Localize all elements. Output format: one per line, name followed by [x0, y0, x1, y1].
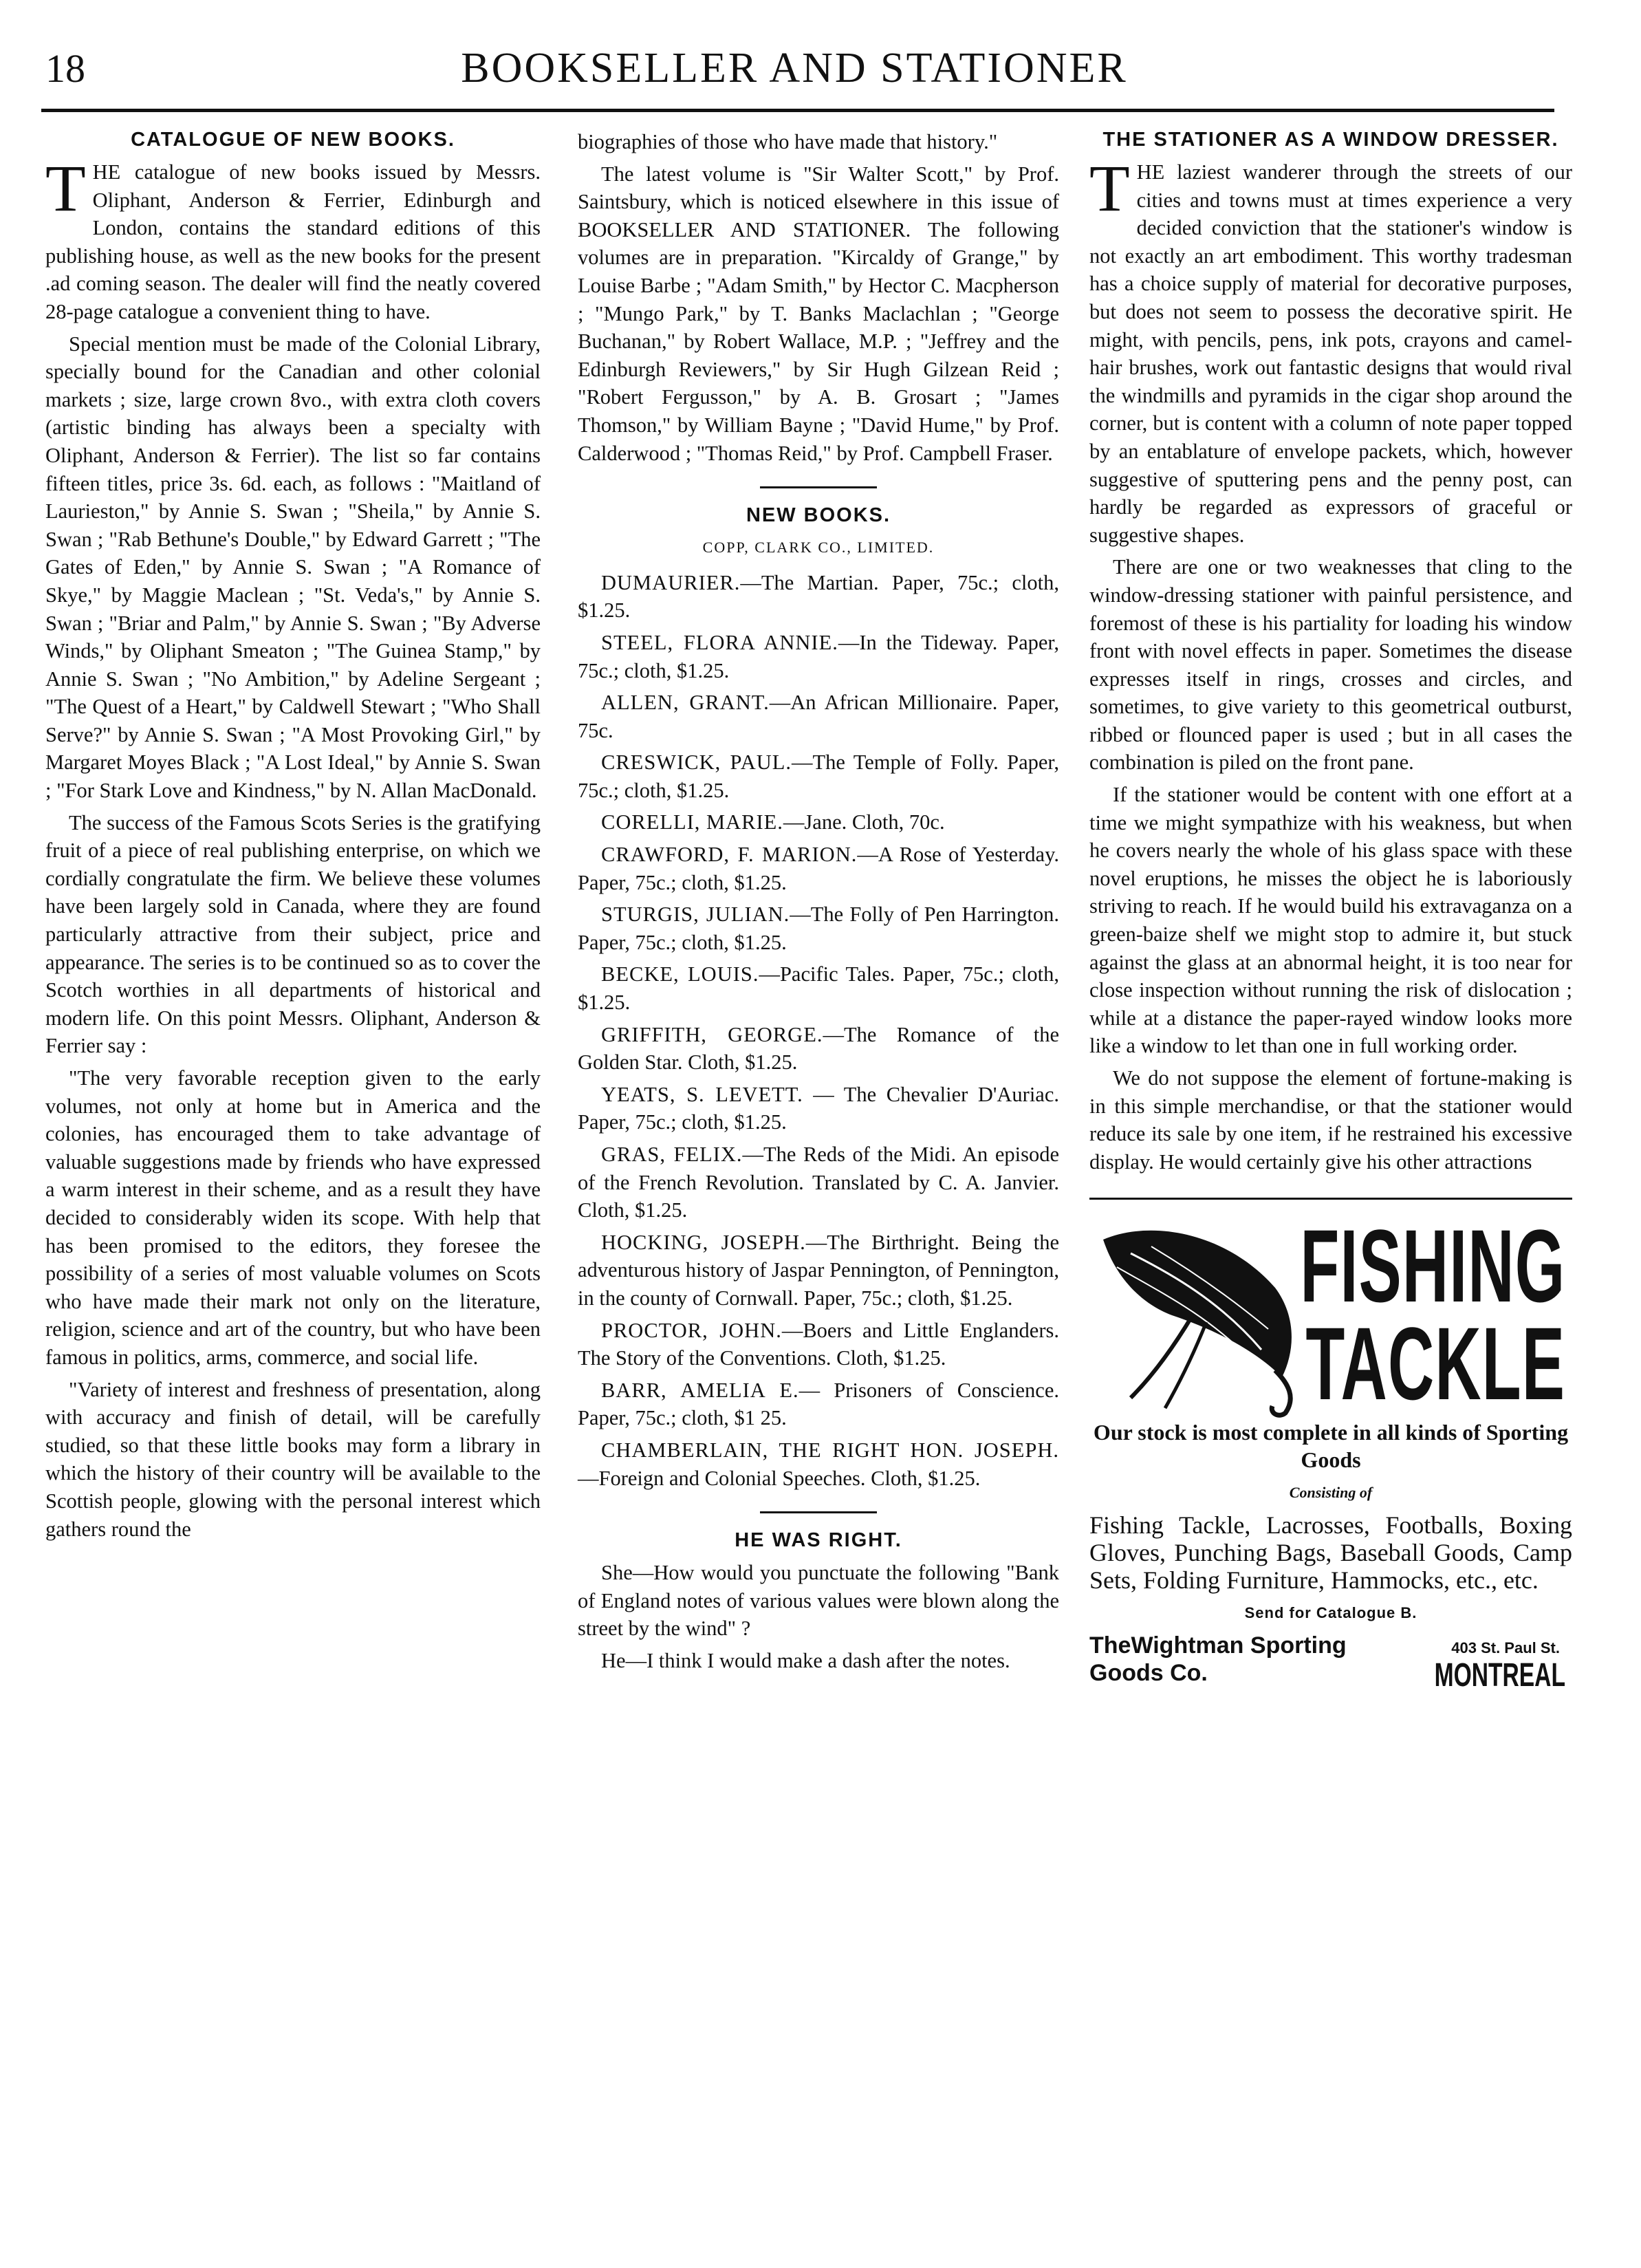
book-details: —Boers and Little Englanders. The Story of the Conventions. Cloth, $1.25. [578, 1318, 1059, 1370]
book-details: —Pacific Tales. Paper, 75c.; cloth, $1.25. [578, 962, 1059, 1015]
book-entry [578, 629, 1059, 684]
window-para-2: There are one or two weaknesses that cling to the window-dressing stationer with painful persistence, and foremost of these is his partiality for loading his window front with novel effects in paper. Sometimes the disease expresses itself in rings, crosses and circles, and sometimes, to give variety to this geometrical outburst, ribbed or flounced paper is used ; but in all cases the combination is piled on the front pane. [1089, 555, 1572, 775]
book-entry [578, 1317, 1059, 1372]
joke-line-2: He—I think I would make a dash after the notes. [601, 1648, 1010, 1672]
book-entry [578, 1376, 1059, 1432]
book-entry [578, 841, 1059, 896]
book-entry [578, 569, 1059, 625]
book-author: STURGIS, JULIAN. [601, 903, 790, 927]
fishing-fly-icon [1089, 1212, 1316, 1418]
publisher-line: COPP, CLARK CO., LIMITED. [702, 539, 935, 557]
book-list [578, 569, 1059, 1492]
book-author: ALLEN, GRANT. [601, 691, 770, 715]
book-author: YEATS, S. LEVETT. [601, 1082, 803, 1106]
heading-window-dresser: THE STATIONER AS A WINDOW DRESSER. [1102, 129, 1559, 151]
column-1 [45, 128, 541, 1547]
book-entry [578, 1141, 1059, 1224]
ad-city: MONTREAL [1434, 1656, 1565, 1694]
separator [760, 1511, 877, 1513]
ad-headline-tackle: TACKLE [1305, 1306, 1565, 1422]
book-author: PROCTOR, JOHN. [601, 1318, 782, 1342]
ad-address: 403 St. Paul St. [1451, 1639, 1560, 1656]
catalogue-para-1: THE catalogue of new books issued by Messrs. Oliphant, Anderson & Ferrier, Edinburgh and London, contains the standard editions of this publishing house, as well as the new books for the present .ad coming season. The dealer will find the neatly covered 28-page catalogue a convenient thing to have. [45, 151, 541, 323]
page-number: 18 [45, 46, 85, 91]
book-entry [578, 808, 1059, 836]
book-details: —The Folly of Pen Harrington. Paper, 75c.; cloth, $1.25. [578, 903, 1060, 954]
joke-line-1: She—How would you punctuate the following "Bank of England notes of various values were blown along the street by the wind" ? [578, 1561, 1059, 1641]
ad-item-list: Fishing Tackle, Lacrosses, Footballs, Boxing Gloves, Punching Bags, Baseball Goods, Camp Sets, Folding Furniture, Hammocks, etc., etc. [1089, 1511, 1572, 1594]
book-details: — Prisoners of Conscience. Paper, 75c.; cloth, $1 25. [578, 1378, 1059, 1430]
book-details: —The Reds of the Midi. An episode of the French Revolution. Translated by C. A. Janvier. Cloth, $1.25. [578, 1143, 1059, 1222]
heading-new-books: NEW BOOKS. [746, 504, 891, 527]
ad-headline-fishing: FISHING [1300, 1208, 1565, 1324]
book-entry [578, 900, 1059, 956]
book-author: GRAS, FELIX. [601, 1143, 743, 1166]
ad-catalogue-note: Send for Catalogue B. [1244, 1603, 1417, 1621]
book-author: BARR, AMELIA E. [601, 1378, 799, 1402]
catalogue-para-3: The success of the Famous Scots Series is the gratifying fruit of a piece of real publishing enterprise, on which we cordially congratulate the firm. We believe these volumes have been largely sold in Canada, where they are found particularly attractive from their subject, price and appearance. The series is to be continued so as to cover the Scotch worthies in all departments of historical and modern life. On this point Messrs. Oliphant, Anderson & Ferrier say : [45, 810, 541, 1058]
book-details: —The Temple of Folly. Paper, 75c.; cloth, $1.25. [578, 750, 1059, 802]
ad-consisting-of: Consisting of [1289, 1484, 1373, 1502]
book-entry [578, 1229, 1059, 1313]
separator [760, 486, 877, 488]
book-author: DUMAURIER. [601, 570, 741, 594]
catalogue-para-5: "Variety of interest and freshness of presentation, along with accuracy and finish of detail, will be carefully studied, so that these little books may form a library in which the history of their country will be available to the Scottish people, glowing with the personal interest which gathers round the [45, 1377, 541, 1541]
catalogue-para-4: "The very favorable reception given to the early volumes, not only at home but in America and the colonies, has encouraged them to take advantage of valuable suggestions made by friends who have expressed a warm interest in their scheme, and as a result they have decided to considerably widen its scope. With help that has been promised to the editors, they foresee the possibility of a series of most valuable volumes on Scots who have made their mark not only on the literature, religion, science and art of the country, but who have been famous in politics, arms, commerce, and social life. [45, 1066, 541, 1369]
book-details: — The Chevalier D'Auriac. Paper, 75c.; cloth, $1.25. [578, 1082, 1059, 1134]
heading-he-was-right: HE WAS RIGHT. [735, 1529, 902, 1552]
header-rule [41, 109, 1554, 112]
drop-cap: T [45, 151, 86, 225]
book-details: —Foreign and Colonial Speeches. Cloth, $1.25. [578, 1466, 981, 1490]
column-3 [1089, 128, 1572, 1694]
book-author: CHAMBERLAIN, THE RIGHT HON. JOSEPH. [601, 1438, 1059, 1462]
book-entry [578, 1021, 1059, 1077]
book-details: —An African Millionaire. Paper, 75c. [578, 691, 1059, 742]
catalogue-para-6: The latest volume is "Sir Walter Scott," by Prof. Saintsbury, which is noticed elsewhere in this issue of BOOKSELLER AND STATIONER. The following volumes are in preparation. "Kircaldy of Grange," by Louise Barbe ; "Adam Smith," by Hector C. Macpherson ; "Mungo Park," by T. Banks Maclachlan ; "George Buchanan," by Robert Wallace, M.P. ; "Jeffrey and the Edinburgh Reviewers," by Sir Hugh Gilzean Reid ; "Robert Fergusson," by A. B. Grosart ; "James Thomson," by William Bayne ; "David Hume," by Prof. Calderwood ; "Thomas Reid," by Prof. Campbell Fraser. [578, 162, 1059, 465]
book-details: —A Rose of Yesterday. Paper, 75c.; cloth, $1.25. [578, 843, 1059, 894]
ad-company-name: TheWightman Sporting Goods Co. [1089, 1632, 1347, 1686]
book-author: GRIFFITH, GEORGE. [601, 1022, 823, 1046]
book-entry [578, 1081, 1059, 1136]
book-author: CORELLI, MARIE. [601, 810, 783, 834]
book-author: HOCKING, JOSEPH. [601, 1230, 806, 1254]
book-details: —The Martian. Paper, 75c.; cloth, $1.25. [578, 570, 1059, 623]
book-details: —Jane. Cloth, 70c. [783, 810, 945, 834]
page-title: BOOKSELLER AND STATIONER [461, 45, 1128, 91]
catalogue-continued: biographies of those who have made that history." [578, 130, 998, 153]
window-para-3: If the stationer would be content with one effort at a time we might sympathize with his weakness, but when he covers nearly the whole of his glass space with these novel eruptions, he misses the object he is laboriously striving to reach. If he would build his extravaganza on a green-baize shelf we might stop to admire it, but stuck against the glass at an abnormal height, it is too near for close inspection without running the risk of dislocation ; while at a distance the paper-rayed window looks more like a window to let than one in full working order. [1089, 783, 1572, 1058]
book-entry [578, 960, 1059, 1016]
column-2 [578, 128, 1059, 1679]
book-author: CRAWFORD, F. MARION. [601, 843, 858, 867]
book-author: BECKE, LOUIS. [601, 962, 759, 986]
book-details: —In the Tideway. Paper, 75c.; cloth, $1.25. [578, 630, 1059, 682]
book-author: STEEL, FLORA ANNIE. [601, 630, 838, 654]
ad-stock-line: Our stock is most complete in all kinds of Sporting Goods [1093, 1420, 1569, 1473]
book-entry [578, 689, 1059, 744]
heading-catalogue: CATALOGUE OF NEW BOOKS. [131, 129, 455, 151]
window-para-1: THE laziest wanderer through the streets of our cities and towns must at times experience a very decided conviction that the stationer's window is not exactly an art embodiment. This worthy tradesman has a choice supply of material for decorative purposes, but does not seem to possess the decorative spirit. He might, with pencils, pens, ink pots, crayons and camel-hair brushes, work out fantastic designs that would rival the windmills and pyramids in the cigar shop around the corner, but is content with a column of note paper topped by an entablature of envelope packets, which, however suggestive of sputtering pens and the penny post, can hardly be regarded as expressors of graceful or suggestive shapes. [1089, 151, 1572, 547]
drop-cap: T [1089, 151, 1130, 225]
book-entry [578, 748, 1059, 804]
book-details: —The Birthright. Being the adventurous history of Jaspar Pennington, of Pennington, in the county of Cornwall. Paper, 75c.; cloth, $1.25. [578, 1230, 1059, 1310]
catalogue-para-2: Special mention must be made of the Colonial Library, specially bound for the Canadian and other colonial markets ; size, large crown 8vo., with extra cloth covers (artistic binding has always been a specialty with Oliphant, Anderson & Ferrier). The list so far contains fifteen titles, price 3s. 6d. each, as follows : "Maitland of Laurieston," by Annie S. Swan ; "Sheila," by Annie S. Swan ; "Rab Bethune's Double," by Edward Garrett ; "The Gates of Eden," by Annie S. Swan ; "A Romance of Skye," by Maggie Maclean ; "St. Veda's," by Annie S. Swan ; "Briar and Palm," by Annie S. Swan ; "By Adverse Winds," by Oliphant Smeaton ; "The Guinea Stamp," by Annie S. Swan ; "No Ambition," by Adeline Sergeant ; "The Quest of a Heart," by Caldwell Stewart ; "Who Shall Serve?" by Annie S. Swan ; "A Most Provoking Girl," by Margaret Moyes Black ; "A Lost Ideal," by Annie S. Swan ; "For Stark Love and Kindness," by N. Allan MacDonald. [45, 332, 541, 803]
book-entry [578, 1436, 1059, 1492]
fishing-tackle-advertisement [1089, 1198, 1572, 1693]
window-para-4: We do not suppose the element of fortune-making is in this simple merchandise, or that the stationer would reduce its sale by one item, if he restrained his excessive display. He would certainly give his other attractions [1089, 1066, 1572, 1174]
running-header [41, 41, 1547, 96]
book-details: —The Romance of the Golden Star. Cloth, $1.25. [578, 1022, 1060, 1074]
book-author: CRESWICK, PAUL. [601, 750, 792, 775]
